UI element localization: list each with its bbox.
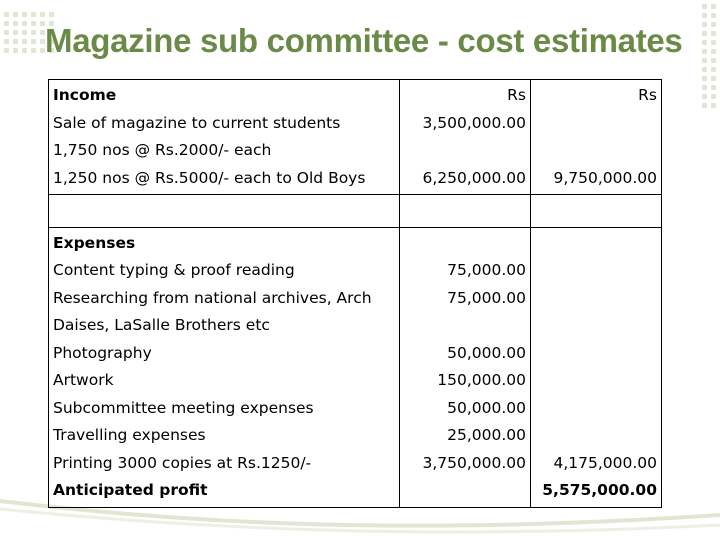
currency-header: Rs [507, 86, 526, 104]
amount-value [404, 230, 526, 258]
total-value [535, 340, 657, 368]
spacer-row [49, 195, 662, 228]
amount-value: 25,000.00 [447, 426, 526, 444]
income-heading: Income [53, 86, 117, 104]
income-description-cell [49, 80, 400, 195]
income-total-cell [531, 80, 662, 195]
expenses-description-cell [49, 227, 400, 507]
cost-estimates-table [48, 79, 662, 508]
amount-value: 75,000.00 [447, 261, 526, 279]
total-value [535, 110, 657, 138]
expense-line: Artwork [53, 371, 114, 389]
total-value [535, 395, 657, 423]
income-section-row [49, 80, 662, 195]
expense-line: Daises, LaSalle Brothers etc [53, 316, 270, 334]
total-value [535, 230, 657, 258]
total-value [535, 367, 657, 395]
income-line: Sale of magazine to current students [53, 113, 341, 132]
expenses-section-row [49, 227, 662, 507]
amount-value [404, 477, 526, 505]
expense-line: Photography [53, 343, 152, 362]
page-title: Magazine sub committee - cost estimates [45, 22, 683, 59]
amount-value: 6,250,000.00 [422, 168, 526, 187]
expense-line: Subcommittee meeting expenses [53, 398, 314, 417]
total-value: 4,175,000.00 [553, 453, 657, 472]
total-value [535, 137, 657, 165]
anticipated-profit-label: Anticipated profit [53, 481, 208, 499]
amount-value [404, 312, 526, 340]
expense-line: Researching from national archives, Arch [53, 288, 372, 307]
total-value [535, 312, 657, 340]
income-line: 1,250 nos @ Rs.5000/- each to Old Boys [53, 168, 366, 187]
total-value [535, 422, 657, 450]
expenses-amount-cell [400, 227, 531, 507]
anticipated-profit-value: 5,575,000.00 [542, 481, 657, 499]
decorative-dots-top-right [702, 4, 716, 108]
amount-value: 50,000.00 [447, 398, 526, 417]
total-value [535, 285, 657, 313]
currency-header: Rs [638, 86, 657, 104]
amount-value: 75,000.00 [447, 288, 526, 307]
income-line: 1,750 nos @ Rs.2000/- each [53, 141, 272, 159]
expenses-total-cell [531, 227, 662, 507]
expenses-heading: Expenses [53, 233, 136, 252]
expense-line: Travelling expenses [53, 426, 206, 444]
amount-value: 3,750,000.00 [422, 453, 526, 472]
expense-line: Printing 3000 copies at Rs.1250/- [53, 453, 312, 472]
amount-value: 50,000.00 [447, 343, 526, 362]
amount-value: 3,500,000.00 [422, 113, 526, 132]
amount-value: 150,000.00 [437, 371, 526, 389]
amount-value [404, 137, 526, 165]
total-value [535, 257, 657, 285]
income-amount-cell [400, 80, 531, 195]
total-value: 9,750,000.00 [553, 168, 657, 187]
expense-line: Content typing & proof reading [53, 261, 295, 279]
